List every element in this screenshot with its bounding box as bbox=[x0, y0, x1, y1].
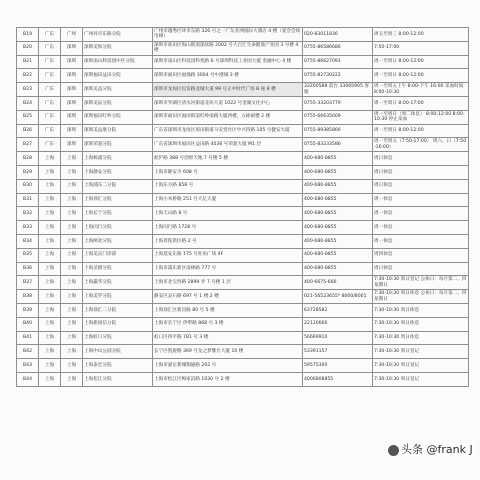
table-row bbox=[17, 317, 469, 331]
cell-address: 广州市越秀区环市东路 326 号之一广东亚洲国际大酒店 4 楼（宴会会场电梯） bbox=[153, 28, 303, 42]
table-row bbox=[17, 221, 469, 235]
cell-code: B35 bbox=[17, 248, 39, 262]
cell-hours: 周一至周日 8:00-12:00 bbox=[373, 55, 469, 69]
cell-branch: 上海徐汇分院 bbox=[83, 193, 153, 207]
cell-address: 深圳市南山区科技园科苑路 6 号深圳科技工业园大厦 金融中心 4 楼 bbox=[153, 55, 303, 69]
table-row bbox=[17, 276, 469, 290]
cell-branch: 上海长宁分院 bbox=[83, 207, 153, 221]
cell-hours: 周一至周日 8:00-12:00 bbox=[373, 124, 469, 138]
cell-address: 上海闵行路 1728 号 bbox=[153, 221, 303, 235]
cell-address: 上海延安东路 175 号旺角广场 4F bbox=[153, 248, 303, 262]
cell-branch: 深圳美和分院 bbox=[83, 41, 153, 55]
cell-city: 上海 bbox=[61, 207, 83, 221]
cell-hours: 周一休息 bbox=[373, 221, 469, 235]
cell-phone: 021-56523655* 8000/8001 bbox=[303, 290, 373, 304]
cell-city: 上海 bbox=[61, 359, 83, 373]
cell-code: B32 bbox=[17, 207, 39, 221]
cell-code: B22 bbox=[17, 69, 39, 83]
cell-code: B29 bbox=[17, 165, 39, 179]
cell-city: 深圳 bbox=[61, 69, 83, 83]
table-row bbox=[17, 359, 469, 373]
cell-branch: 深圳美益分院 bbox=[83, 83, 153, 97]
cell-branch: 上海徐汇二分院 bbox=[83, 303, 153, 317]
cell-code: B20 bbox=[17, 41, 39, 55]
cell-province: 上海 bbox=[39, 345, 61, 359]
cell-city: 深圳 bbox=[61, 124, 83, 138]
cell-branch: 深圳荣超分院 bbox=[83, 138, 153, 152]
cell-branch: 广州环市东路分院 bbox=[83, 28, 153, 42]
cell-hours: 周一休息 bbox=[373, 234, 469, 248]
watermark bbox=[386, 441, 475, 457]
cell-branch: 上海圣德分院 bbox=[83, 262, 153, 276]
cell-hours: 7:50-17:00 bbox=[373, 41, 469, 55]
cell-hours: 周一至周日 8:00-12:00 bbox=[373, 69, 469, 83]
cell-address: 上海市静安寺 608 号 bbox=[153, 165, 303, 179]
cell-branch: 上海虹口分院 bbox=[83, 331, 153, 345]
cell-phone: 400-680-8855 bbox=[303, 152, 373, 166]
cell-city: 上海 bbox=[61, 317, 83, 331]
cell-hours: 7:30-10:30 周日休息 bbox=[373, 331, 469, 345]
cell-branch: 上海美宣门诊部 bbox=[83, 248, 153, 262]
cell-branch: 深圳南山科技园中区分院 bbox=[83, 55, 153, 69]
table-row bbox=[17, 290, 469, 304]
cell-code: B37 bbox=[17, 276, 39, 290]
cell-phone: 22130666 bbox=[303, 317, 373, 331]
cell-phone: 020-83011836 bbox=[303, 28, 373, 42]
cell-address: 上海徐汇区新昌路 80 号 5 楼 bbox=[153, 303, 303, 317]
table-row bbox=[17, 193, 469, 207]
cell-phone: 63728582 bbox=[303, 303, 373, 317]
cell-branch: 上海松江分院 bbox=[83, 372, 153, 386]
table-row bbox=[17, 372, 469, 386]
cell-phone: 400-680-8855 bbox=[303, 165, 373, 179]
cell-code: B25 bbox=[17, 110, 39, 124]
cell-province: 上海 bbox=[39, 372, 61, 386]
cell-branch: 上海泰宏分院 bbox=[83, 359, 153, 373]
cell-city: 上海 bbox=[61, 276, 83, 290]
cell-branch: 深圳福田红岭分院 bbox=[83, 110, 153, 124]
cell-branch: 上海闸北分院 bbox=[83, 234, 153, 248]
cell-address: 深圳市福田区福田街道红岭南路大厦西楼，五栋裙楼 2 楼 bbox=[153, 110, 303, 124]
cell-phone: 33200588 前台 33065905 客服 bbox=[303, 83, 373, 97]
cell-phone: 400-680-8855 bbox=[303, 179, 373, 193]
cell-city: 上海 bbox=[61, 345, 83, 359]
table-row bbox=[17, 55, 469, 69]
cell-city: 上海 bbox=[61, 248, 83, 262]
cell-address: 深圳市福田区福强路 3004 号中港城 3 楼 bbox=[153, 69, 303, 83]
cell-phone: 0755-66635609 bbox=[303, 110, 373, 124]
table-row bbox=[17, 138, 469, 152]
table-row bbox=[17, 207, 469, 221]
cell-address: 长宁区凯旋路 369 号龙之梦雅仕大厦 10 楼 bbox=[153, 345, 303, 359]
cell-code: B21 bbox=[17, 55, 39, 69]
cell-code: B40 bbox=[17, 317, 39, 331]
cell-province: 上海 bbox=[39, 207, 61, 221]
cell-address: 上海东方路 858 号 bbox=[153, 179, 303, 193]
table-row bbox=[17, 345, 469, 359]
cell-hours: 7:30-10:30 周日休息 bbox=[373, 303, 469, 317]
cell-phone: 400-680-8855 bbox=[303, 248, 373, 262]
cell-phone: 0755-86627091 bbox=[303, 55, 373, 69]
cell-code: B27 bbox=[17, 138, 39, 152]
cell-phone: 400-680-8855 bbox=[303, 207, 373, 221]
cell-branch: 深圳美辰分院 bbox=[83, 96, 153, 110]
cell-code: B34 bbox=[17, 234, 39, 248]
cell-province: 上海 bbox=[39, 179, 61, 193]
cell-hours: 周一休息 bbox=[373, 207, 469, 221]
cell-address: 深圳市龙岗区民发路龙城大道 99 号正中时代广场 B 座 8 楼 bbox=[153, 83, 303, 97]
cell-code: B41 bbox=[17, 331, 39, 345]
cell-province: 广东 bbox=[39, 124, 61, 138]
cell-hours: 7:30-10:30 周日登记 bbox=[373, 372, 469, 386]
cell-province: 广东 bbox=[39, 110, 61, 124]
cell-hours: 周日休息 bbox=[373, 165, 469, 179]
cell-address: 上海普陀新区路 2 号 bbox=[153, 234, 303, 248]
cell-address: 广东省深圳市龙岗区坂田街道马安堂社区中兴四路 105 号健安大厦 bbox=[153, 124, 303, 138]
cell-province: 上海 bbox=[39, 290, 61, 304]
cell-branch: 深圳美益康分院 bbox=[83, 124, 153, 138]
cell-city: 上海 bbox=[61, 193, 83, 207]
cell-city: 深圳 bbox=[61, 55, 83, 69]
cell-hours: 周一至周五（7:50-17:00） 周六、日（7:50-16:00） bbox=[373, 138, 469, 152]
cell-province: 广东 bbox=[39, 83, 61, 97]
table-row bbox=[17, 165, 469, 179]
cell-code: B36 bbox=[17, 262, 39, 276]
cell-province: 上海 bbox=[39, 276, 61, 290]
branch-table bbox=[16, 27, 469, 387]
cell-hours: 周一至周五上午 8:00-下午 16:00 采血时间 8:00-10:30 bbox=[373, 83, 469, 97]
cell-city: 上海 bbox=[61, 303, 83, 317]
table-row bbox=[17, 262, 469, 276]
cell-branch: 上海浦东二分院 bbox=[83, 179, 153, 193]
cell-city: 上海 bbox=[61, 165, 83, 179]
cell-city: 深圳 bbox=[61, 41, 83, 55]
cell-phone: 56669910 bbox=[303, 331, 373, 345]
cell-code: B39 bbox=[17, 303, 39, 317]
table-row bbox=[17, 234, 469, 248]
table-row bbox=[17, 124, 469, 138]
cell-city: 深圳 bbox=[61, 138, 83, 152]
cell-province: 上海 bbox=[39, 359, 61, 373]
cell-branch: 上海静安分院 bbox=[83, 165, 153, 179]
cell-province: 上海 bbox=[39, 152, 61, 166]
cell-address: 上海市北宝西路 2899 弄 7 号楼 1 层 bbox=[153, 276, 303, 290]
cell-code: B38 bbox=[17, 290, 39, 304]
cell-branch: 上海新国信分院 bbox=[83, 317, 153, 331]
cell-address: 上海市长宁区 伊犁路 868 号 3 楼 bbox=[153, 317, 303, 331]
cell-province: 上海 bbox=[39, 248, 61, 262]
table-row bbox=[17, 179, 469, 193]
cell-branch: 上海闵行分院 bbox=[83, 221, 153, 235]
cell-hours: 周一休息 bbox=[373, 193, 469, 207]
table-row bbox=[17, 331, 469, 345]
cell-city: 上海 bbox=[61, 152, 83, 166]
cell-province: 上海 bbox=[39, 317, 61, 331]
table-row bbox=[17, 152, 469, 166]
table-row bbox=[17, 41, 469, 55]
cell-city: 上海 bbox=[61, 290, 83, 304]
cell-phone: 0755-82730222 bbox=[303, 69, 373, 83]
cell-code: B28 bbox=[17, 152, 39, 166]
cell-hours: 7:30-10:30 周日登记 bbox=[373, 359, 469, 373]
toutiao-logo-icon bbox=[388, 445, 399, 456]
cell-hours: 周日休息 bbox=[373, 262, 469, 276]
cell-city: 上海 bbox=[61, 331, 83, 345]
table-row bbox=[17, 28, 469, 42]
watermark-text: 头条 @frank J bbox=[401, 443, 473, 456]
cell-phone: 0755-83233586 bbox=[303, 138, 373, 152]
table-row bbox=[17, 69, 469, 83]
cell-province: 上海 bbox=[39, 165, 61, 179]
cell-city: 上海 bbox=[61, 179, 83, 193]
table-row bbox=[17, 303, 469, 317]
cell-phone: 0755-33203779 bbox=[303, 96, 373, 110]
cell-hours: 7:30-10:30 周日休息 公休日：每月第二、四星期日 bbox=[373, 290, 469, 304]
cell-province: 广东 bbox=[39, 55, 61, 69]
cell-province: 上海 bbox=[39, 234, 61, 248]
cell-phone: 400-680-8855 bbox=[303, 262, 373, 276]
cell-code: B30 bbox=[17, 179, 39, 193]
cell-city: 深圳 bbox=[61, 83, 83, 97]
cell-hours: 周四休息 bbox=[373, 248, 469, 262]
cell-address: 静安区灵石路 697 号 1 楼 2 楼 bbox=[153, 290, 303, 304]
cell-hours: 周一至周日 8:00-17:00 bbox=[373, 96, 469, 110]
cell-code: B33 bbox=[17, 221, 39, 235]
cell-phone: 400-680-8855 bbox=[303, 221, 373, 235]
cell-province: 广东 bbox=[39, 69, 61, 83]
cell-address: 淞沪路 388 号创智天地 7 号楼 5 楼 bbox=[153, 152, 303, 166]
cell-phone: 0755-86586686 bbox=[303, 41, 373, 55]
cell-branch: 深圳福田益田分院 bbox=[83, 69, 153, 83]
table-row bbox=[17, 110, 469, 124]
table-row bbox=[17, 96, 469, 110]
cell-code: B31 bbox=[17, 193, 39, 207]
cell-hours: 周日休息 bbox=[373, 179, 469, 193]
cell-hours: 7:30-10:30 周日登记 公休日：每月第二、四星期日 bbox=[373, 276, 469, 290]
cell-city: 深圳 bbox=[61, 96, 83, 110]
cell-address: 上海天山路 8 号 bbox=[153, 207, 303, 221]
cell-branch: 上海中山公园分院 bbox=[83, 345, 153, 359]
cell-city: 上海 bbox=[61, 372, 83, 386]
cell-branch: 上海杨浦分院 bbox=[83, 152, 153, 166]
cell-code: B24 bbox=[17, 96, 39, 110]
cell-code: B26 bbox=[17, 124, 39, 138]
cell-code: B19 bbox=[17, 28, 39, 42]
cell-hours: 7:30-10:30 周日登记 bbox=[373, 345, 469, 359]
cell-branch: 上海美罗分院 bbox=[83, 290, 153, 304]
cell-hours: 周日休息 bbox=[373, 152, 469, 166]
cell-code: B44 bbox=[17, 372, 39, 386]
cell-address: 上海市嘉定新城翔通路 202 号 bbox=[153, 359, 303, 373]
cell-code: B23 bbox=[17, 83, 39, 97]
table-row bbox=[17, 248, 469, 262]
cell-address: 上海小木桥路 251 号天亿大厦 bbox=[153, 193, 303, 207]
cell-province: 上海 bbox=[39, 221, 61, 235]
cell-hours: 7:30-10:30 周日休息 bbox=[373, 317, 469, 331]
cell-phone: 400-6675-666 bbox=[303, 276, 373, 290]
cell-province: 上海 bbox=[39, 303, 61, 317]
cell-phone: 0755-89385866 bbox=[303, 124, 373, 138]
table-row bbox=[17, 83, 469, 97]
cell-phone: 59575300 bbox=[303, 359, 373, 373]
cell-code: B42 bbox=[17, 345, 39, 359]
cell-phone: 400-680-8855 bbox=[303, 234, 373, 248]
cell-province: 广东 bbox=[39, 41, 61, 55]
cell-address: 深圳市盐田区海山街道深盐路 2002 号大百汇生命健康产业园 3 号楼 4 楼 bbox=[153, 41, 303, 55]
cell-city: 上海 bbox=[61, 234, 83, 248]
cell-address: 广东省深圳市福田区益田路 4036 号荣超大厦 M1 层 bbox=[153, 138, 303, 152]
cell-city: 广州 bbox=[61, 28, 83, 42]
cell-code: B43 bbox=[17, 359, 39, 373]
cell-province: 广东 bbox=[39, 28, 61, 42]
cell-city: 深圳 bbox=[61, 110, 83, 124]
cell-hours: 周一至周日（周二休息） 8:00-12:00 8:00-10:30 停止采血 bbox=[373, 110, 469, 124]
cell-province: 广东 bbox=[39, 96, 61, 110]
cell-address: 上海市浦东新区南林路 777 号 bbox=[153, 262, 303, 276]
cell-province: 上海 bbox=[39, 262, 61, 276]
cell-city: 上海 bbox=[61, 221, 83, 235]
cell-address: 深圳市罗湖区清水河街道北环大道 1022 号金湖文化中心 bbox=[153, 96, 303, 110]
cell-province: 上海 bbox=[39, 331, 61, 345]
cell-address: 虹口区四平路 781 号 3 楼 bbox=[153, 331, 303, 345]
cell-province: 广东 bbox=[39, 138, 61, 152]
cell-phone: 400-680-8855 bbox=[303, 193, 373, 207]
cell-phone: 4006808855 bbox=[303, 372, 373, 386]
cell-city: 上海 bbox=[61, 262, 83, 276]
cell-branch: 上海赢华分院 bbox=[83, 276, 153, 290]
cell-address: 上海市松江区梅家浜路 1030 号 2 楼 bbox=[153, 372, 303, 386]
cell-province: 上海 bbox=[39, 193, 61, 207]
cell-hours: 周五至周三 8:00-12:00 bbox=[373, 28, 469, 42]
cell-phone: 53391157 bbox=[303, 345, 373, 359]
